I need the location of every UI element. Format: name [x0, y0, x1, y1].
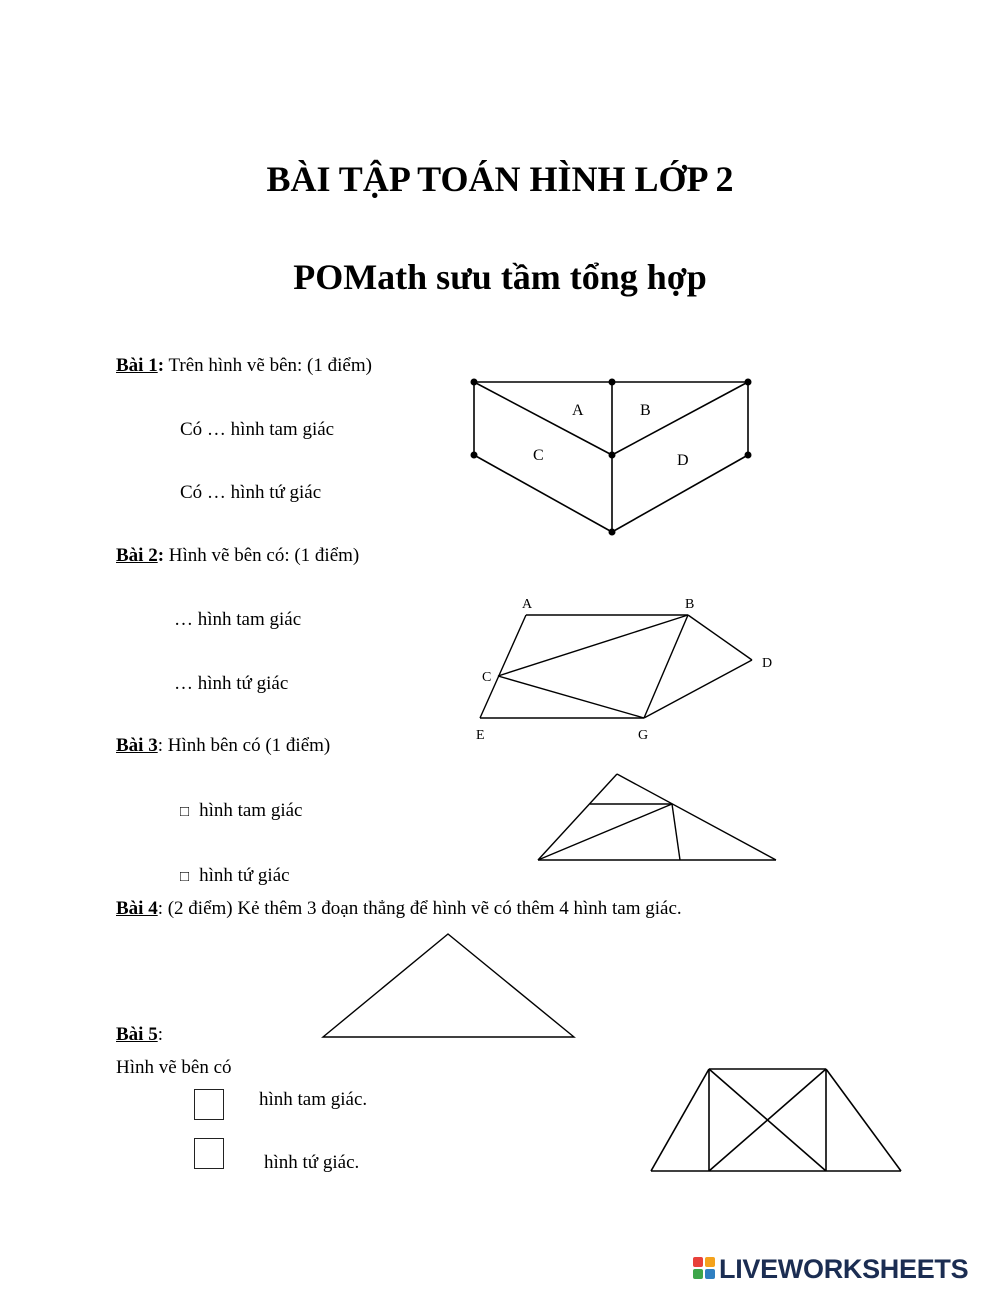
ex2-question-quadrilaterals[interactable]: … hình tứ giác	[174, 673, 289, 694]
ex4-label: Bài 4	[116, 898, 158, 919]
ex1-left-diagonal	[474, 382, 612, 455]
ex1-point	[609, 379, 616, 386]
ex4-prompt: : (2 điểm) Kẻ thêm 3 đoạn thẳng để hình vẽ có thêm 4 hình tam giác.	[157, 898, 682, 919]
ex1-region-label: C	[533, 447, 544, 464]
ex5-heading: Bài 5:	[116, 1024, 163, 1045]
ex1-point	[745, 452, 752, 459]
ex2-point-label: B	[685, 597, 695, 612]
ex2-figure	[470, 590, 780, 745]
ex1-right-diagonal	[612, 382, 748, 455]
answer-box-icon: □	[180, 869, 190, 885]
ex5-answer-box-quadrilaterals[interactable]	[194, 1138, 224, 1169]
ex3-figure	[530, 765, 785, 870]
ex1-label: Bài 1	[116, 355, 158, 376]
ex3-question-triangles[interactable]: □ hình tam giác	[180, 800, 303, 821]
page-subtitle: POMath sưu tầm tổng hợp	[293, 257, 707, 297]
ex1-point	[471, 379, 478, 386]
ex2-edge-ae	[480, 615, 526, 718]
liveworksheets-logo-icon	[693, 1257, 715, 1279]
ex2-edge-dg	[644, 660, 752, 718]
ex1-point	[745, 379, 752, 386]
page-title: BÀI TẬP TOÁN HÌNH LỚP 2	[266, 159, 734, 199]
ex3-question-quadrilaterals[interactable]: □ hình tứ giác	[180, 865, 290, 886]
liveworksheets-logo-text: LIVEWORKSHEETS	[719, 1254, 969, 1284]
ex2-point-label: E	[476, 728, 485, 743]
ex2-edge-cg	[498, 676, 644, 718]
ex3-inner-diagonal	[538, 804, 672, 860]
ex2-edge-bg	[644, 615, 688, 718]
ex3-heading	[116, 735, 330, 757]
ex1-question-triangles[interactable]: Có … hình tam giác	[180, 419, 335, 440]
ex3-prompt: : Hình bên có (1 điểm)	[157, 735, 331, 756]
ex2-label: Bài 2	[116, 545, 158, 566]
ex2-edge-cb	[498, 615, 688, 676]
ex2-point-label: G	[638, 728, 649, 743]
ex5-answer-box-triangles[interactable]	[194, 1089, 224, 1120]
ex2-question-triangles[interactable]: … hình tam giác	[174, 609, 302, 630]
ex1-region-label: B	[640, 402, 651, 419]
ex5-label: Bài 5	[116, 1024, 158, 1045]
ex1-heading: Bài 1: Trên hình vẽ bên: (1 điểm)	[116, 355, 372, 376]
ex4-triangle	[323, 934, 574, 1037]
ex5-left-slant	[651, 1069, 709, 1171]
ex1-bottom-left-edge	[474, 455, 612, 532]
ex1-region-label: D	[677, 452, 689, 469]
answer-box-icon: □	[180, 804, 190, 820]
ex5-right-slant	[826, 1069, 901, 1171]
ex1-point	[609, 529, 616, 536]
ex1-figure	[465, 375, 760, 540]
ex5-question-quadrilaterals: hình tứ giác.	[264, 1152, 360, 1173]
ex2-point-label: D	[762, 656, 773, 671]
ex1-point	[609, 452, 616, 459]
ex1-point	[471, 452, 478, 459]
ex3-label: Bài 3	[116, 735, 158, 756]
ex3-inner-vertical	[672, 804, 680, 860]
ex5-figure	[645, 1062, 907, 1177]
ex4-heading	[116, 898, 682, 920]
ex5-prompt: Hình vẽ bên có	[116, 1057, 232, 1078]
ex4-figure	[318, 928, 580, 1043]
ex3-left-side	[538, 774, 617, 860]
ex2-point-label: C	[482, 670, 492, 685]
ex2-prompt: Hình vẽ bên có: (1 điểm)	[164, 545, 360, 566]
ex2-edge-bd	[688, 615, 752, 660]
ex5-question-triangles: hình tam giác.	[259, 1089, 368, 1110]
ex2-heading: Bài 2: Hình vẽ bên có: (1 điểm)	[116, 545, 360, 566]
ex1-region-label: A	[572, 402, 584, 419]
ex2-point-label: A	[522, 597, 533, 612]
ex1-prompt: Trên hình vẽ bên: (1 điểm)	[164, 355, 372, 376]
ex1-question-quadrilaterals[interactable]: Có … hình tứ giác	[180, 482, 322, 503]
